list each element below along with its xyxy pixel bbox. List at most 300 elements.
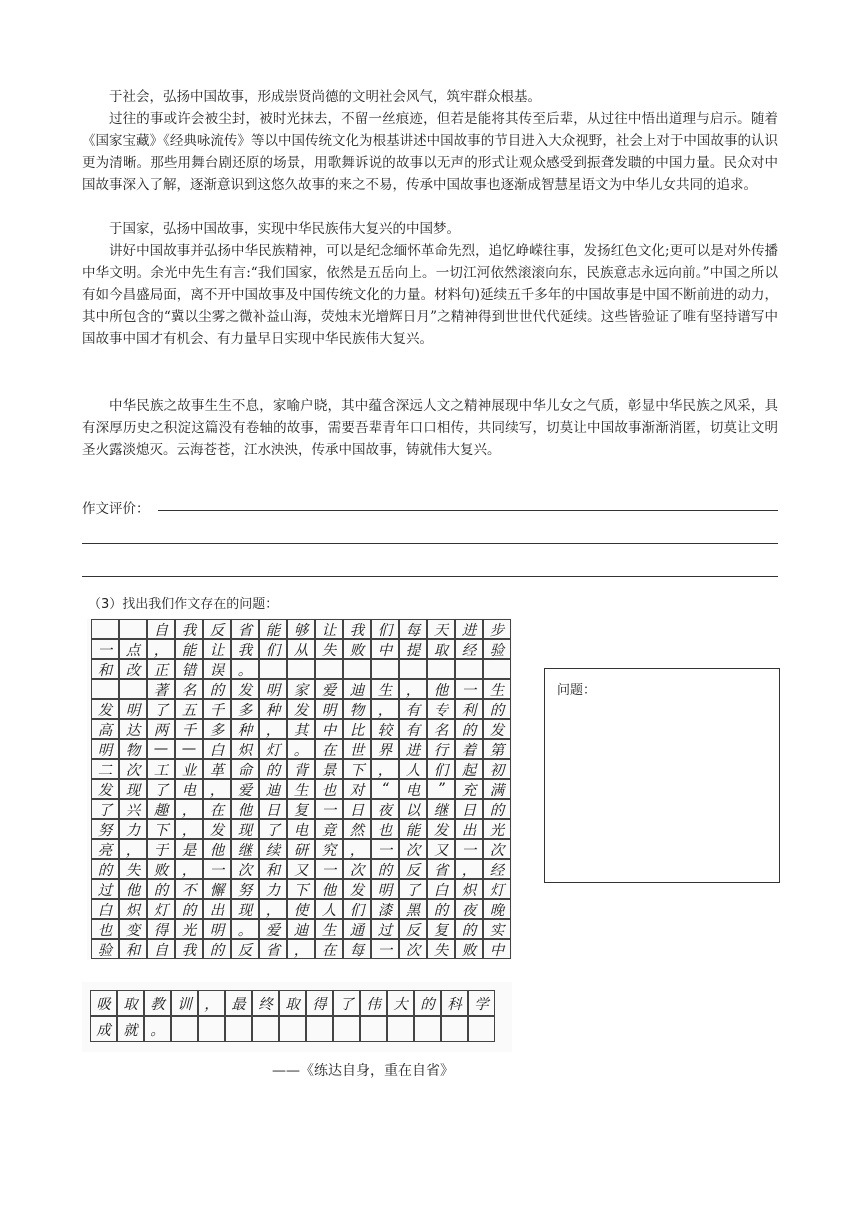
- grid-cell: 利: [455, 699, 483, 719]
- grid-cell: 自: [147, 939, 175, 959]
- grid-cell: 发: [427, 819, 455, 839]
- grid-cell: 天: [427, 619, 455, 639]
- grid-cell: 千: [175, 719, 203, 739]
- grid-cell: 验: [483, 639, 511, 659]
- answer-line-3[interactable]: [82, 576, 778, 577]
- grid-cell: 炽: [231, 739, 259, 759]
- grid-cell: 下: [147, 819, 175, 839]
- grid-cell: 成: [90, 1016, 117, 1042]
- grid-cell: 们: [427, 759, 455, 779]
- grid-cell: 的: [427, 899, 455, 919]
- grid-cell: 种: [259, 699, 287, 719]
- grid-cell: [483, 659, 511, 679]
- grid-cell: 现: [231, 899, 259, 919]
- grid-cell: 生: [371, 679, 399, 699]
- grid-cell: 对: [343, 779, 371, 799]
- grid-cell: 在: [315, 739, 343, 759]
- question-3-title: （3）找出我们作文存在的问题：: [88, 597, 279, 612]
- grid-cell: 较: [371, 719, 399, 739]
- grid-cell: 迪: [343, 679, 371, 699]
- grid-cell: 研: [287, 839, 315, 859]
- grid-cell: 多: [231, 699, 259, 719]
- grid-cell: 明: [315, 699, 343, 719]
- grid-cell: ，: [203, 779, 231, 799]
- grid-cell: [279, 1016, 306, 1042]
- answer-line-1[interactable]: [158, 510, 778, 511]
- grid-cell: 高: [91, 719, 119, 739]
- grid-cell: 又: [427, 839, 455, 859]
- grid-cell: 的: [91, 859, 119, 879]
- grid-cell: 的: [483, 799, 511, 819]
- grid-cell: —: [147, 739, 175, 759]
- grid-cell: 夜: [455, 899, 483, 919]
- grid-cell: 训: [171, 990, 198, 1016]
- grid-cell: 次: [399, 939, 427, 959]
- grid-cell: 了: [91, 799, 119, 819]
- grid-cell: ，: [147, 639, 175, 659]
- grid-cell: 以: [399, 799, 427, 819]
- grid-cell: 我: [343, 619, 371, 639]
- grid-cell: 省: [231, 619, 259, 639]
- grid-cell: ，: [119, 839, 147, 859]
- handwritten-essay-image-2: [82, 982, 512, 1052]
- grid-cell: 我: [231, 639, 259, 659]
- grid-cell: 命: [231, 759, 259, 779]
- grid-cell: 光: [483, 819, 511, 839]
- grid-cell: [455, 659, 483, 679]
- grid-cell: 满: [483, 779, 511, 799]
- grid-cell: 能: [259, 619, 287, 639]
- grid-cell: 发: [287, 699, 315, 719]
- grid-cell: 努: [231, 879, 259, 899]
- grid-cell: 发: [91, 779, 119, 799]
- grid-cell: 竟: [315, 819, 343, 839]
- grid-cell: ，: [343, 839, 371, 859]
- grid-cell: 发: [483, 719, 511, 739]
- grid-cell: 懈: [203, 879, 231, 899]
- grid-cell: ，: [259, 899, 287, 919]
- handwritten-grid-2: [90, 990, 512, 1042]
- grid-cell: 次: [483, 839, 511, 859]
- grid-cell: 误: [203, 659, 231, 679]
- grid-cell: 次: [119, 759, 147, 779]
- grid-cell: 的: [414, 990, 441, 1016]
- essay-paragraph-3: 于国家，弘扬中国故事，实现中华民族伟大复兴的中国梦。: [109, 221, 460, 237]
- grid-cell: 的: [259, 759, 287, 779]
- grid-cell: 白: [91, 899, 119, 919]
- grid-cell: 的: [175, 899, 203, 919]
- grid-cell: 炽: [455, 879, 483, 899]
- grid-cell: 出: [455, 819, 483, 839]
- grid-cell: 们: [371, 619, 399, 639]
- grid-cell: 让: [203, 639, 231, 659]
- grid-cell: 省: [259, 939, 287, 959]
- grid-cell: 人: [399, 759, 427, 779]
- grid-cell: 力: [259, 879, 287, 899]
- evaluation-label: 作文评价：: [82, 501, 150, 517]
- grid-cell: 他: [315, 879, 343, 899]
- grid-cell: 能: [175, 639, 203, 659]
- grid-cell: 在: [315, 939, 343, 959]
- grid-cell: 二: [91, 759, 119, 779]
- grid-cell: 从: [287, 639, 315, 659]
- grid-cell: 进: [399, 739, 427, 759]
- grid-cell: 一: [455, 839, 483, 859]
- grid-cell: 一: [203, 859, 231, 879]
- grid-cell: 进: [455, 619, 483, 639]
- grid-cell: 让: [315, 619, 343, 639]
- grid-cell: 中: [315, 719, 343, 739]
- grid-cell: 名: [427, 719, 455, 739]
- grid-cell: 的: [455, 719, 483, 739]
- grid-cell: 就: [117, 1016, 144, 1042]
- grid-cell: 究: [315, 839, 343, 859]
- grid-cell: 名: [175, 679, 203, 699]
- grid-cell: 失: [119, 859, 147, 879]
- essay-paragraph-2: 过往的事或许会被尘封，被时光抹去，不留一丝痕迹，但若是能将其传至后辈，从过往中悟出道理与启示。随着《国家宝藏》《经典咏流传》等以中国传统文化为根基讲述中国故事的节目进入大众视野，社会上对于中国故事的认识更为清晰。那些用舞台剧还原的场景，用歌舞诉说的故事以无声的形式让观众感受到振聋发聩的中国力量。民众对中国故事深入了解，逐渐意识到这悠久故事的来之不易，传承中国故事也逐渐成智慧星语文为中华儿女共同的追求。: [82, 111, 778, 193]
- grid-cell: 现: [119, 779, 147, 799]
- grid-cell: [306, 1016, 333, 1042]
- grid-cell: 明: [203, 919, 231, 939]
- grid-cell: 通: [343, 919, 371, 939]
- grid-cell: 然: [343, 819, 371, 839]
- grid-cell: 日: [343, 799, 371, 819]
- grid-cell: 背: [287, 759, 315, 779]
- grid-cell: 发: [231, 679, 259, 699]
- grid-cell: 迪: [287, 919, 315, 939]
- grid-cell: 下: [287, 879, 315, 899]
- grid-cell: 大: [387, 990, 414, 1016]
- grid-cell: 点: [119, 639, 147, 659]
- grid-cell: 失: [427, 939, 455, 959]
- grid-cell: 继: [427, 799, 455, 819]
- grid-cell: 败: [343, 639, 371, 659]
- grid-cell: 生: [483, 679, 511, 699]
- grid-cell: 和: [259, 859, 287, 879]
- grid-cell: 验: [91, 939, 119, 959]
- grid-cell: 取: [117, 990, 144, 1016]
- grid-cell: 复: [287, 799, 315, 819]
- grid-cell: ，: [455, 859, 483, 879]
- grid-cell: [441, 1016, 468, 1042]
- grid-cell: [343, 659, 371, 679]
- grid-cell: 家: [287, 679, 315, 699]
- grid-cell: 自: [147, 619, 175, 639]
- grid-cell: [91, 619, 119, 639]
- grid-cell: 迪: [259, 779, 287, 799]
- grid-cell: 使: [287, 899, 315, 919]
- grid-cell: 现: [231, 819, 259, 839]
- handwritten-grid: [91, 619, 512, 959]
- grid-cell: 明: [259, 679, 287, 699]
- grid-cell: 也: [371, 819, 399, 839]
- grid-cell: [171, 1016, 198, 1042]
- grid-cell: 次: [343, 859, 371, 879]
- grid-cell: 步: [483, 619, 511, 639]
- grid-cell: 革: [203, 759, 231, 779]
- grid-cell: 电: [287, 819, 315, 839]
- grid-cell: ，: [371, 759, 399, 779]
- grid-cell: 明: [119, 699, 147, 719]
- grid-cell: 也: [91, 919, 119, 939]
- grid-cell: 取: [427, 639, 455, 659]
- grid-cell: 次: [231, 859, 259, 879]
- grid-cell: 灯: [483, 879, 511, 899]
- grid-cell: 中: [371, 639, 399, 659]
- grid-cell: 变: [119, 919, 147, 939]
- grid-cell: 其: [287, 719, 315, 739]
- grid-cell: 日: [259, 799, 287, 819]
- grid-cell: 物: [343, 699, 371, 719]
- grid-cell: [399, 659, 427, 679]
- grid-cell: [333, 1016, 360, 1042]
- grid-cell: 有: [399, 699, 427, 719]
- grid-cell: ，: [259, 719, 287, 739]
- grid-cell: 一: [371, 939, 399, 959]
- grid-cell: 人: [315, 899, 343, 919]
- grid-cell: 世: [343, 739, 371, 759]
- grid-cell: 取: [279, 990, 306, 1016]
- grid-cell: 。: [287, 739, 315, 759]
- grid-cell: [360, 1016, 387, 1042]
- grid-cell: 了: [259, 819, 287, 839]
- grid-cell: 起: [455, 759, 483, 779]
- grid-cell: 初: [483, 759, 511, 779]
- grid-cell: 伟: [360, 990, 387, 1016]
- grid-cell: 物: [119, 739, 147, 759]
- grid-cell: 一: [371, 839, 399, 859]
- grid-cell: 千: [203, 699, 231, 719]
- grid-cell: 他: [427, 679, 455, 699]
- grid-cell: 有: [399, 719, 427, 739]
- grid-cell: 第: [483, 739, 511, 759]
- grid-cell: 反: [399, 859, 427, 879]
- grid-cell: 的: [203, 939, 231, 959]
- grid-cell: 景: [315, 759, 343, 779]
- grid-cell: —: [175, 739, 203, 759]
- grid-cell: 漆: [371, 899, 399, 919]
- grid-cell: 中: [483, 939, 511, 959]
- grid-cell: 败: [455, 939, 483, 959]
- grid-cell: 明: [371, 879, 399, 899]
- grid-cell: 学: [468, 990, 495, 1016]
- grid-cell: 著: [147, 679, 175, 699]
- grid-cell: 又: [287, 859, 315, 879]
- handwritten-essay-image: [87, 618, 512, 960]
- grid-cell: 达: [119, 719, 147, 739]
- grid-cell: 我: [175, 619, 203, 639]
- grid-cell: [287, 659, 315, 679]
- grid-cell: 们: [259, 639, 287, 659]
- grid-cell: 白: [203, 739, 231, 759]
- essay-paragraph-1: 于社会，弘扬中国故事，形成崇贤尚德的文明社会风气，筑牢群众根基。: [109, 89, 541, 105]
- problem-label: 问题：: [557, 683, 597, 698]
- grid-cell: 力: [119, 819, 147, 839]
- grid-cell: 和: [119, 939, 147, 959]
- grid-cell: 电: [175, 779, 203, 799]
- grid-cell: [387, 1016, 414, 1042]
- grid-cell: 经: [455, 639, 483, 659]
- grid-cell: 败: [147, 859, 175, 879]
- grid-cell: 吸: [90, 990, 117, 1016]
- grid-cell: 着: [455, 739, 483, 759]
- grid-cell: 爱: [315, 679, 343, 699]
- grid-cell: 继: [231, 839, 259, 859]
- grid-cell: 种: [231, 719, 259, 739]
- grid-cell: 反: [399, 919, 427, 939]
- grid-cell: [252, 1016, 279, 1042]
- grid-cell: 下: [343, 759, 371, 779]
- grid-cell: 努: [91, 819, 119, 839]
- grid-cell: 发: [91, 699, 119, 719]
- grid-cell: [259, 659, 287, 679]
- grid-cell: 我: [175, 939, 203, 959]
- grid-cell: 亮: [91, 839, 119, 859]
- grid-cell: 。: [231, 659, 259, 679]
- answer-line-2[interactable]: [82, 543, 778, 544]
- grid-cell: ，: [198, 990, 225, 1016]
- grid-cell: 们: [343, 899, 371, 919]
- grid-cell: 了: [399, 879, 427, 899]
- grid-cell: 五: [175, 699, 203, 719]
- grid-cell: ，: [175, 819, 203, 839]
- grid-cell: 一: [315, 799, 343, 819]
- grid-cell: 一: [315, 859, 343, 879]
- grid-cell: 生: [315, 919, 343, 939]
- grid-cell: 兴: [119, 799, 147, 819]
- essay-paragraph-5: 中华民族之故事生生不息，家喻户晓，其中蕴含深远人文之精神展现中华儿女之气质，彰显中华民族之风采，具有深厚历史之积淀这篇没有卷轴的故事，需要吾辈青年口口相传，共同续写，切莫让中国故事渐渐消匿，切莫让文明圣火露淡熄灭。云海苍苍，江水泱泱，传承中国故事，铸就伟大复兴。: [82, 398, 778, 458]
- grid-cell: 最: [225, 990, 252, 1016]
- grid-cell: 复: [427, 919, 455, 939]
- grid-cell: 发: [203, 819, 231, 839]
- grid-cell: “: [371, 779, 399, 799]
- grid-cell: 他: [231, 799, 259, 819]
- grid-cell: 正: [147, 659, 175, 679]
- grid-cell: 是: [175, 839, 203, 859]
- grid-cell: 。: [144, 1016, 171, 1042]
- grid-cell: [414, 1016, 441, 1042]
- grid-cell: 过: [91, 879, 119, 899]
- grid-cell: 电: [399, 779, 427, 799]
- grid-cell: 炽: [119, 899, 147, 919]
- grid-cell: 不: [175, 879, 203, 899]
- grid-cell: 过: [371, 919, 399, 939]
- grid-cell: [91, 679, 119, 699]
- grid-cell: 经: [483, 859, 511, 879]
- grid-cell: 也: [315, 779, 343, 799]
- grid-cell: 得: [147, 919, 175, 939]
- grid-cell: [468, 1016, 495, 1042]
- grid-cell: 一: [455, 679, 483, 699]
- grid-cell: 的: [483, 699, 511, 719]
- grid-cell: ”: [427, 779, 455, 799]
- grid-cell: 的: [147, 879, 175, 899]
- grid-cell: [427, 659, 455, 679]
- grid-cell: 反: [203, 619, 231, 639]
- grid-cell: 教: [144, 990, 171, 1016]
- grid-cell: 专: [427, 699, 455, 719]
- grid-cell: 爱: [259, 919, 287, 939]
- grid-cell: 科: [441, 990, 468, 1016]
- problem-answer-box[interactable]: [544, 668, 780, 883]
- grid-cell: ，: [175, 859, 203, 879]
- grid-cell: 比: [343, 719, 371, 739]
- grid-cell: [198, 1016, 225, 1042]
- grid-cell: 每: [399, 619, 427, 639]
- grid-cell: 一: [91, 639, 119, 659]
- grid-cell: 发: [343, 879, 371, 899]
- essay-paragraph-4: 讲好中国故事并弘扬中华民族精神，可以是纪念缅怀革命先烈，追忆峥嵘往事，发扬红色文化;更可以是对外传播中华文明。余光中先生有言:“我们国家，依然是五岳向上。一切江河依然滚滚向东，民族意志永远向前。”中国之所以有如今昌盛局面，离不开中国故事及中国传统文化的力量。材料句)延续五千多年的中国故事是中国不断前进的动力，其中所包含的“冀以尘雾之微补益山海，荧烛末光增辉日月”之精神得到世世代代延续。这些皆验证了唯有坚持谱写中国故事中国才有机会、有力量早日实现中华民族伟大复兴。: [82, 243, 778, 347]
- grid-cell: 出: [203, 899, 231, 919]
- grid-cell: 在: [203, 799, 231, 819]
- grid-cell: 续: [259, 839, 287, 859]
- grid-cell: 够: [287, 619, 315, 639]
- grid-cell: 的: [455, 919, 483, 939]
- grid-cell: ，: [371, 699, 399, 719]
- grid-cell: 爱: [231, 779, 259, 799]
- grid-cell: 灯: [259, 739, 287, 759]
- grid-cell: 得: [306, 990, 333, 1016]
- grid-cell: 两: [147, 719, 175, 739]
- grid-cell: 省: [427, 859, 455, 879]
- grid-cell: 于: [147, 839, 175, 859]
- grid-cell: [119, 679, 147, 699]
- grid-cell: 生: [287, 779, 315, 799]
- grid-cell: ，: [287, 939, 315, 959]
- grid-cell: 明: [91, 739, 119, 759]
- grid-cell: 。: [231, 919, 259, 939]
- grid-cell: 光: [175, 919, 203, 939]
- grid-cell: 了: [147, 699, 175, 719]
- grid-cell: 了: [333, 990, 360, 1016]
- grid-cell: 他: [119, 879, 147, 899]
- grid-cell: 灯: [147, 899, 175, 919]
- grid-cell: 错: [175, 659, 203, 679]
- grid-cell: 实: [483, 919, 511, 939]
- grid-cell: 业: [175, 759, 203, 779]
- grid-cell: 每: [343, 939, 371, 959]
- grid-cell: [225, 1016, 252, 1042]
- essay-source-caption: ——《练达自身，重在自省》: [272, 1063, 454, 1079]
- grid-cell: [315, 659, 343, 679]
- grid-cell: ，: [175, 799, 203, 819]
- grid-cell: 了: [147, 779, 175, 799]
- grid-cell: 的: [203, 679, 231, 699]
- grid-cell: 的: [371, 859, 399, 879]
- grid-cell: 工: [147, 759, 175, 779]
- grid-cell: 能: [399, 819, 427, 839]
- grid-cell: 行: [427, 739, 455, 759]
- grid-cell: 次: [399, 839, 427, 859]
- grid-cell: 终: [252, 990, 279, 1016]
- grid-cell: 晚: [483, 899, 511, 919]
- grid-cell: 趣: [147, 799, 175, 819]
- grid-cell: 白: [427, 879, 455, 899]
- grid-cell: 黑: [399, 899, 427, 919]
- grid-cell: 改: [119, 659, 147, 679]
- grid-cell: 界: [371, 739, 399, 759]
- grid-cell: [119, 619, 147, 639]
- grid-cell: 失: [315, 639, 343, 659]
- grid-cell: 日: [455, 799, 483, 819]
- grid-cell: [371, 659, 399, 679]
- grid-cell: 和: [91, 659, 119, 679]
- grid-cell: 反: [231, 939, 259, 959]
- grid-cell: 夜: [371, 799, 399, 819]
- grid-cell: 多: [203, 719, 231, 739]
- grid-cell: 充: [455, 779, 483, 799]
- grid-cell: 他: [203, 839, 231, 859]
